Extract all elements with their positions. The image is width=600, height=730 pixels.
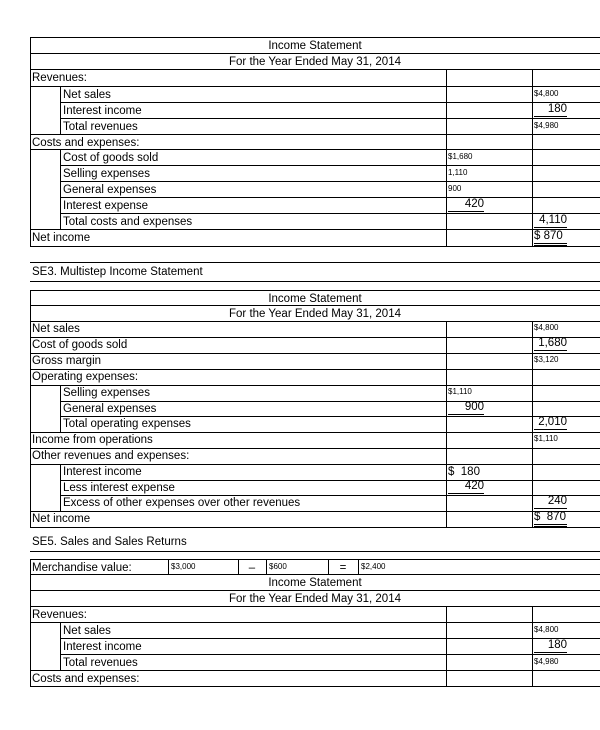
- rule: [60, 213, 600, 214]
- statement-title: Income Statement: [268, 40, 362, 52]
- rule: [30, 37, 600, 38]
- row-value: $ 180: [448, 466, 480, 478]
- row-value: $4,800: [534, 89, 559, 98]
- rule: [266, 559, 267, 574]
- row-label: Total revenues: [63, 657, 138, 669]
- row-label: Total operating expenses: [63, 418, 191, 430]
- rule: [30, 69, 600, 70]
- row-value: 420: [448, 480, 484, 494]
- statement-period: For the Year Ended May 31, 2014: [229, 308, 401, 320]
- rule: [60, 654, 600, 655]
- row-value: $4,800: [534, 625, 559, 634]
- section-heading: SE5. Sales and Sales Returns: [32, 536, 187, 548]
- row-label: Total costs and expenses: [63, 216, 193, 228]
- row-label: Interest income: [63, 641, 142, 653]
- statement-period: For the Year Ended May 31, 2014: [229, 593, 401, 605]
- row-value: $4,800: [534, 323, 559, 332]
- rule: [30, 229, 600, 230]
- rule: [30, 353, 600, 354]
- rule: [30, 86, 600, 87]
- returns-value: $600: [269, 562, 287, 571]
- row-value: 4,110: [534, 214, 567, 228]
- row-value: $1,110: [534, 434, 558, 443]
- statement-period: For the Year Ended May 31, 2014: [229, 56, 401, 68]
- rule: [30, 281, 600, 282]
- rule: [60, 622, 61, 670]
- section-heading: SE3. Multistep Income Statement: [32, 266, 203, 278]
- rule: [446, 321, 447, 527]
- row-label: General expenses: [63, 184, 157, 196]
- rule: [30, 670, 600, 671]
- row-value: $1,110: [448, 387, 472, 396]
- rule: [60, 385, 61, 432]
- rule: [30, 290, 31, 527]
- row-label: Selling expenses: [63, 168, 150, 180]
- rule: [60, 149, 61, 229]
- net-sales-value: $2,400: [361, 562, 386, 571]
- rule: [30, 290, 600, 291]
- rule: [532, 69, 533, 246]
- rule: [30, 559, 600, 560]
- rule: [532, 321, 533, 527]
- rule: [60, 118, 600, 119]
- rule: [30, 511, 600, 512]
- statement-title: Income Statement: [268, 293, 362, 305]
- rule: [30, 53, 600, 54]
- equals-sign: =: [339, 562, 347, 574]
- rule: [168, 559, 169, 574]
- row-label: Cost of goods sold: [63, 152, 159, 164]
- row-value: $ 870: [534, 230, 567, 246]
- row-label: Cost of goods sold: [32, 339, 128, 351]
- row-label: General expenses: [63, 403, 157, 415]
- merchandise-label: Merchandise value:: [32, 562, 132, 574]
- row-label: Selling expenses: [63, 387, 150, 399]
- rule: [30, 606, 600, 607]
- row-label: Net sales: [63, 625, 111, 637]
- rule: [60, 638, 600, 639]
- row-value: $1,680: [448, 152, 473, 161]
- row-label: Net income: [32, 513, 91, 525]
- rule: [60, 165, 600, 166]
- row-value: 180: [534, 639, 567, 653]
- rule: [30, 622, 600, 623]
- row-label: Excess of other expenses over other revenues: [63, 497, 301, 509]
- row-label: Net sales: [63, 89, 111, 101]
- row-label: Less interest expense: [63, 482, 175, 494]
- row-label: Net sales: [32, 323, 80, 335]
- row-value: 240: [534, 495, 567, 509]
- row-label: Revenues:: [32, 72, 87, 84]
- rule: [60, 464, 61, 511]
- row-value: 420: [448, 198, 484, 212]
- row-value: 1,680: [534, 337, 567, 351]
- rule: [532, 606, 533, 686]
- rule: [60, 86, 61, 134]
- row-label: Costs and expenses:: [32, 137, 140, 149]
- row-label: Gross margin: [32, 355, 102, 367]
- rule: [30, 527, 600, 528]
- rule: [446, 606, 447, 686]
- row-label: Revenues:: [32, 609, 87, 621]
- rule: [358, 559, 359, 574]
- row-label: Interest income: [63, 105, 142, 117]
- row-value: 2,010: [534, 416, 567, 430]
- statement-title: Income Statement: [268, 577, 362, 589]
- row-value: 900: [448, 184, 462, 193]
- rule: [60, 102, 600, 103]
- row-value: 1,110: [448, 168, 468, 177]
- rule: [30, 686, 600, 687]
- row-value: $4,980: [534, 121, 559, 130]
- row-value: $4,980: [534, 657, 559, 666]
- row-label: Income from operations: [32, 434, 153, 446]
- rule: [30, 590, 600, 591]
- row-label: Operating expenses:: [32, 371, 139, 383]
- row-label: Total revenues: [63, 121, 138, 133]
- rule: [60, 197, 600, 198]
- rule: [30, 551, 600, 552]
- row-label: Other revenues and expenses:: [32, 450, 190, 462]
- merchandise-value: $3,000: [171, 562, 196, 571]
- rule: [30, 262, 600, 263]
- rule: [446, 69, 447, 246]
- row-label: Interest income: [63, 466, 142, 478]
- row-value: $ 870: [534, 511, 567, 527]
- row-value: 900: [448, 401, 484, 415]
- row-value: $3,120: [534, 355, 559, 364]
- row-label: Costs and expenses:: [32, 673, 140, 685]
- rule: [60, 181, 600, 182]
- minus-sign: –: [248, 562, 256, 574]
- row-label: Net income: [32, 232, 91, 244]
- row-label: Interest expense: [63, 200, 149, 212]
- rule: [30, 134, 600, 135]
- rule: [30, 321, 600, 322]
- row-value: 180: [534, 103, 567, 117]
- rule: [30, 246, 600, 247]
